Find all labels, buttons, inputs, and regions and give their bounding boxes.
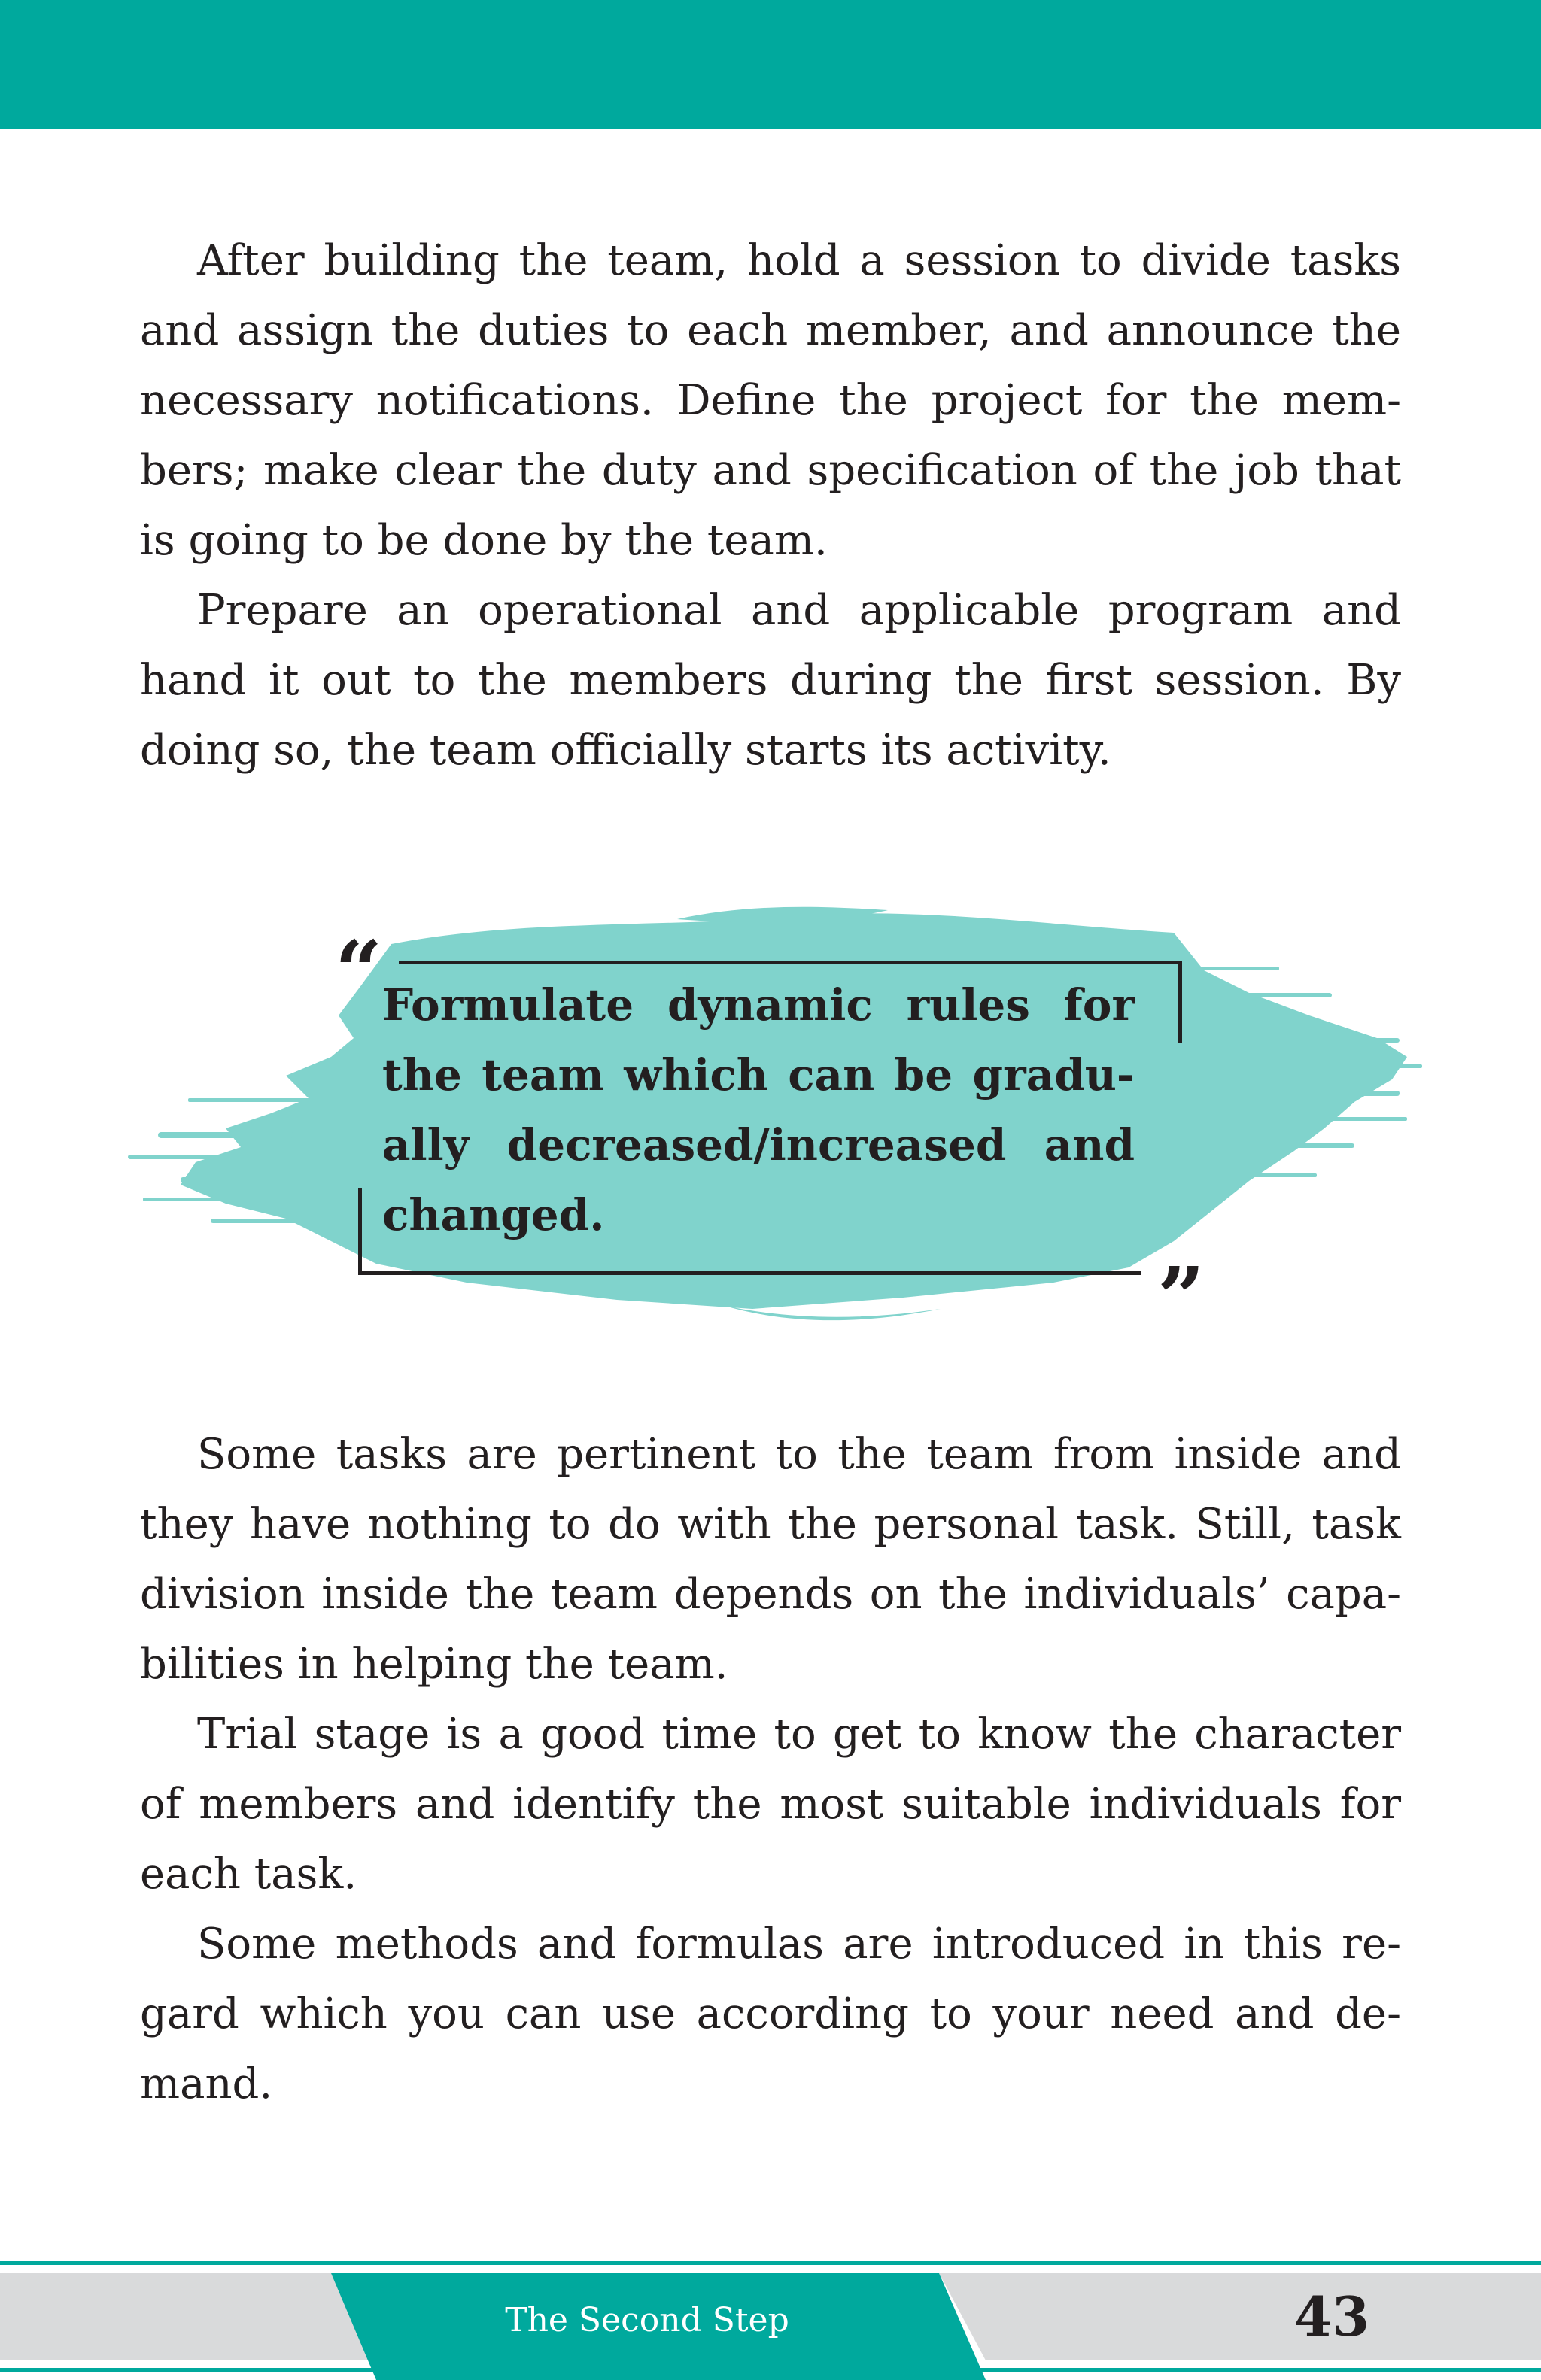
body-paragraph: After building the team, hold a session to divide tasks and assign the duties to each member, and announce the necessary notifications. Define the project for the mem-bers; make clear the duty and specification of the job that is going to be done by the team.: [140, 236, 1401, 565]
body-paragraph: Some tasks are pertinent to the team from inside and they have nothing to do with the personal task. Still, task division inside the team depends on the individuals’ capa-bilities in helping the team.: [140, 1430, 1401, 1689]
body-paragraph: Some methods and formulas are introduced in this re-gard which you can use according to your need and de-mand.: [140, 1920, 1401, 2108]
quote-frame-top: [399, 961, 1181, 964]
page-number: 43: [1293, 2284, 1370, 2348]
header-band: [0, 0, 1541, 129]
pull-quote-text: Formulate dynamic rules for the team which can be gradu-ally decreased/increased and changed.: [382, 979, 1135, 1240]
page-footer: [0, 2257, 1541, 2380]
section-title: The Second Step: [505, 2301, 789, 2339]
body-paragraph: Prepare an operational and applicable program and hand it out to the members during the first session. By doing so, the team officially starts its activity.: [140, 586, 1401, 775]
pull-quote: [0, 888, 1541, 1346]
close-quote-mark: ”: [1157, 1249, 1205, 1346]
quote-frame-right: [1178, 961, 1182, 1043]
quote-frame-left: [358, 1188, 362, 1275]
body-paragraph: Trial stage is a good time to get to know the character of members and identify the most suitable individuals for each task.: [140, 1710, 1401, 1899]
quote-frame-bottom: [358, 1271, 1141, 1275]
open-quote-mark: “: [335, 922, 383, 1019]
